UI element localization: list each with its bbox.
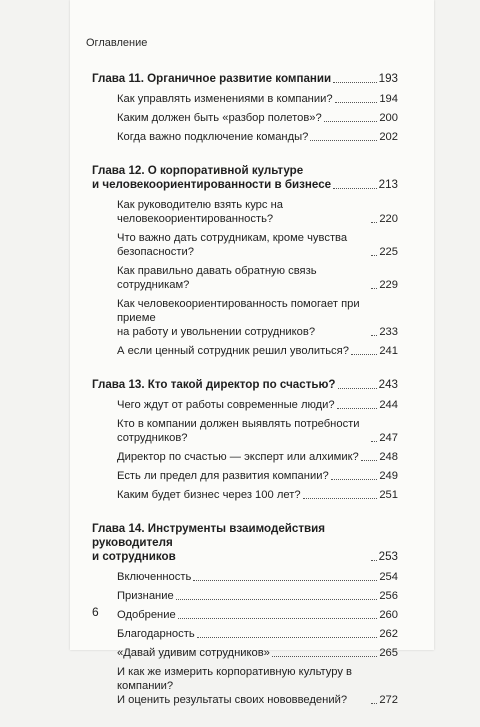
dot-leader xyxy=(303,498,378,499)
dot-leader xyxy=(272,656,377,657)
toc-entry-page: 247 xyxy=(379,432,398,444)
dot-leader xyxy=(338,388,377,389)
toc-entry-page: 243 xyxy=(378,378,398,391)
toc-entry-section[interactable] xyxy=(92,589,398,603)
toc-entry-page: 248 xyxy=(379,451,398,463)
toc-entry-title: Глава 13. Кто такой директор по счастью? xyxy=(92,378,336,391)
toc-entry-title: И как же измерить корпоративную культуру в компании? И оценить результаты своих нововведений? xyxy=(117,666,352,706)
toc-entry-title: Что важно дать сотрудникам, кроме чувства безопасности? xyxy=(117,232,348,258)
dot-leader xyxy=(337,408,378,409)
toc-entry-page: 244 xyxy=(379,399,398,411)
toc-entry-page: 251 xyxy=(379,489,398,501)
toc-entry-section[interactable] xyxy=(92,92,398,106)
toc-entry-section[interactable] xyxy=(92,344,398,358)
toc-entry-title: Как управлять изменениями в компании? xyxy=(117,93,333,105)
toc-entry-page: 253 xyxy=(378,550,398,563)
toc-entry-section[interactable] xyxy=(92,231,398,259)
dot-leader xyxy=(324,121,378,122)
toc-entry-title: Благодарность xyxy=(117,628,195,640)
toc-entry-page: 225 xyxy=(379,246,398,258)
toc-entry-title: Как человекоориентированность помогает при приеме на работу и увольнении сотрудников? xyxy=(117,298,360,338)
dot-leader xyxy=(176,599,378,600)
toc-entry-section[interactable] xyxy=(92,608,398,622)
toc-chapter-14 xyxy=(92,522,398,707)
toc-entry-page: 213 xyxy=(378,178,398,191)
toc-entry-section[interactable] xyxy=(92,665,398,707)
dot-leader xyxy=(333,188,377,189)
dot-leader xyxy=(351,354,377,355)
toc-entry-page: 241 xyxy=(379,345,398,357)
toc-entry-section[interactable] xyxy=(92,570,398,584)
toc-entry-section[interactable] xyxy=(92,469,398,483)
toc-entry-title: Кто в компании должен выявлять потребности сотрудников? xyxy=(117,418,360,444)
toc-entry-page: 194 xyxy=(379,93,398,105)
dot-leader xyxy=(193,580,377,581)
toc-entry-section[interactable] xyxy=(92,646,398,660)
toc-chapter-11 xyxy=(92,72,398,144)
toc-entry-title: Есть ли предел для развития компании? xyxy=(117,470,329,482)
toc-entry-title: Каким будет бизнес через 100 лет? xyxy=(117,489,301,501)
dot-leader xyxy=(335,102,378,103)
toc-entry-title: «Давай удивим сотрудников» xyxy=(117,647,270,659)
toc-entry-page: 272 xyxy=(379,694,398,706)
toc-entry-section[interactable] xyxy=(92,111,398,125)
dot-leader xyxy=(371,255,377,256)
dot-leader xyxy=(371,441,377,442)
toc-entry-title: Каким должен быть «разбор полетов»? xyxy=(117,112,322,124)
toc-entry-page: 249 xyxy=(379,470,398,482)
dot-leader xyxy=(371,703,377,704)
dot-leader xyxy=(361,460,378,461)
toc-entry-section[interactable] xyxy=(92,297,398,339)
toc-entry-section[interactable] xyxy=(92,198,398,226)
toc-entry-section[interactable] xyxy=(92,398,398,412)
dot-leader xyxy=(178,618,378,619)
toc-entry-section[interactable] xyxy=(92,417,398,445)
toc-entry-title: Глава 14. Инструменты взаимодействия руководителя и сотрудников xyxy=(92,522,326,563)
toc-entry-section[interactable] xyxy=(92,488,398,502)
toc-entry-chapter[interactable] xyxy=(92,72,398,86)
toc-entry-page: 265 xyxy=(379,647,398,659)
toc-entry-page: 202 xyxy=(379,131,398,143)
toc-entry-section[interactable] xyxy=(92,450,398,464)
toc-chapter-13 xyxy=(92,378,398,502)
running-head: Оглавление xyxy=(86,37,148,49)
toc-entry-page: 220 xyxy=(379,213,398,225)
toc-entry-title: Признание xyxy=(117,590,174,602)
dot-leader xyxy=(310,140,377,141)
toc-entry-title: Когда важно подключение команды? xyxy=(117,131,309,143)
toc-entry-title: А если ценный сотрудник решил уволиться? xyxy=(117,345,349,357)
toc-entry-title: Включенность xyxy=(117,571,192,583)
toc-entry-title: Одобрение xyxy=(117,609,176,621)
dot-leader xyxy=(197,637,378,638)
dot-leader xyxy=(333,82,376,83)
toc-entry-title: Чего ждут от работы современные люди? xyxy=(117,399,335,411)
toc-entry-page: 233 xyxy=(379,326,398,338)
toc-entry-title: Глава 11. Органичное развитие компании xyxy=(92,72,332,85)
dot-leader xyxy=(371,222,377,223)
table-of-contents xyxy=(92,72,398,727)
dot-leader xyxy=(371,288,377,289)
toc-entry-title: Глава 12. О корпоративной культуре и человекоориентированности в бизнесе xyxy=(92,164,332,191)
toc-entry-title: Директор по счастью — эксперт или алхимик? xyxy=(117,451,359,463)
page-number: 6 xyxy=(92,605,99,619)
toc-entry-page: 256 xyxy=(379,590,398,602)
toc-entry-page: 200 xyxy=(379,112,398,124)
toc-chapter-12 xyxy=(92,164,398,358)
toc-entry-page: 193 xyxy=(378,72,398,85)
toc-entry-title: Как правильно давать обратную связь сотрудникам? xyxy=(117,265,317,291)
toc-entry-page: 260 xyxy=(379,609,398,621)
toc-entry-chapter[interactable] xyxy=(92,164,398,192)
toc-entry-page: 254 xyxy=(379,571,398,583)
dot-leader xyxy=(331,479,378,480)
toc-entry-section[interactable] xyxy=(92,627,398,641)
toc-entry-page: 229 xyxy=(379,279,398,291)
toc-entry-section[interactable] xyxy=(92,264,398,292)
toc-entry-title: Как руководителю взять курс на человекоориентированность? xyxy=(117,199,283,225)
dot-leader xyxy=(371,335,377,336)
toc-entry-section[interactable] xyxy=(92,130,398,144)
toc-entry-page: 262 xyxy=(379,628,398,640)
dot-leader xyxy=(371,560,377,561)
toc-entry-chapter[interactable] xyxy=(92,378,398,392)
toc-entry-chapter[interactable] xyxy=(92,522,398,564)
